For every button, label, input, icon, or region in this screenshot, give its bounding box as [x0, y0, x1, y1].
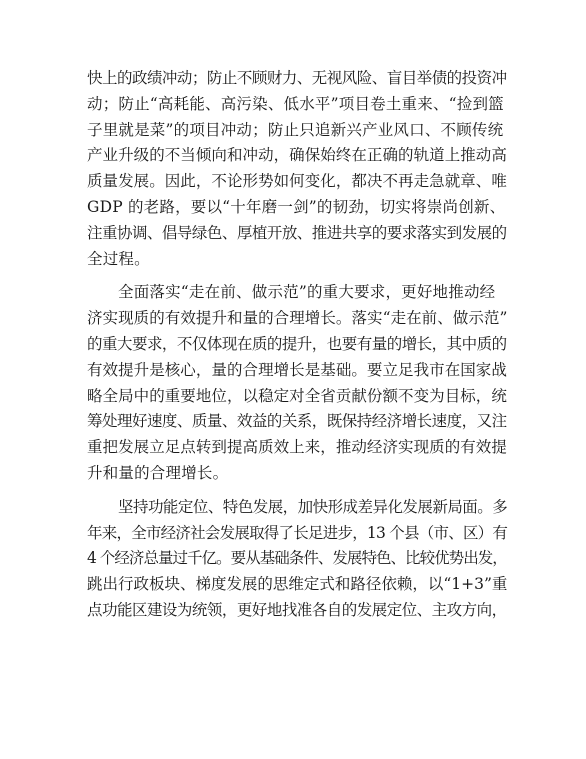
text-line: 点功能区建设为统领，更好地找准各自的发展定位、主攻方向， [87, 600, 507, 619]
text-line: 注重协调、倡导绿色、厚植开放、推进共享的要求落实到发展的 [87, 223, 507, 242]
paragraph-1 [87, 66, 507, 272]
paragraph-3 [87, 495, 507, 624]
text-line: 子里就是菜”的项目冲动；防止只追新兴产业风口、不顾传统 [87, 120, 504, 139]
text-line: 动；防止“高耗能、高污染、低水平”项目卷土重来、“捡到篮 [87, 94, 504, 113]
text-line: 4 个经济总量过千亿。要从基础条件、发展特色、比较优势出发， [87, 549, 507, 568]
document-body [87, 66, 507, 624]
text-line: 的重大要求，不仅体现在质的提升，也要有量的增长，其中质的 [87, 334, 507, 353]
text-line: 快上的政绩冲动；防止不顾财力、无视风险、盲目举债的投资冲 [87, 69, 507, 87]
text-line: 筹处理好速度、质量、效益的关系，既保持经济增长速度，又注 [87, 412, 507, 431]
text-line: 略全局中的重要地位，以稳定对全省贡献份额不变为目标，统 [87, 386, 507, 405]
text-line: 全面落实“走在前、做示范”的重大要求，更好地推动经 [118, 283, 496, 302]
text-line: 产业升级的不当倾向和冲动，确保始终在正确的轨道上推动高 [87, 146, 507, 165]
text-line: 升和量的合理增长。 [87, 463, 229, 482]
text-line: 年来，全市经济社会发展取得了长足进步，13 个县（市、区）有 [87, 523, 508, 542]
text-line: 全过程。 [87, 249, 150, 268]
text-line: 济实现质的有效提升和量的合理增长。落实“走在前、做示范” [87, 309, 508, 328]
text-line: 坚持功能定位、特色发展，加快形成差异化发展新局面。多 [118, 497, 508, 516]
text-line: GDP 的老路，要以“十年磨一剑”的韧劲，切实将崇尚创新、 [87, 197, 506, 216]
paragraph-2 [87, 280, 507, 486]
text-line: 重把发展立足点转到提高质效上来，推动经济实现质的有效提 [87, 438, 507, 457]
text-line: 质量发展。因此，不论形势如何变化，都决不再走急就章、唯 [87, 172, 507, 191]
text-line: 有效提升是核心，量的合理增长是基础。要立足我市在国家战 [87, 360, 507, 379]
text-line: 跳出行政板块、梯度发展的思维定式和路径依赖，以“1+3”重 [87, 575, 508, 594]
